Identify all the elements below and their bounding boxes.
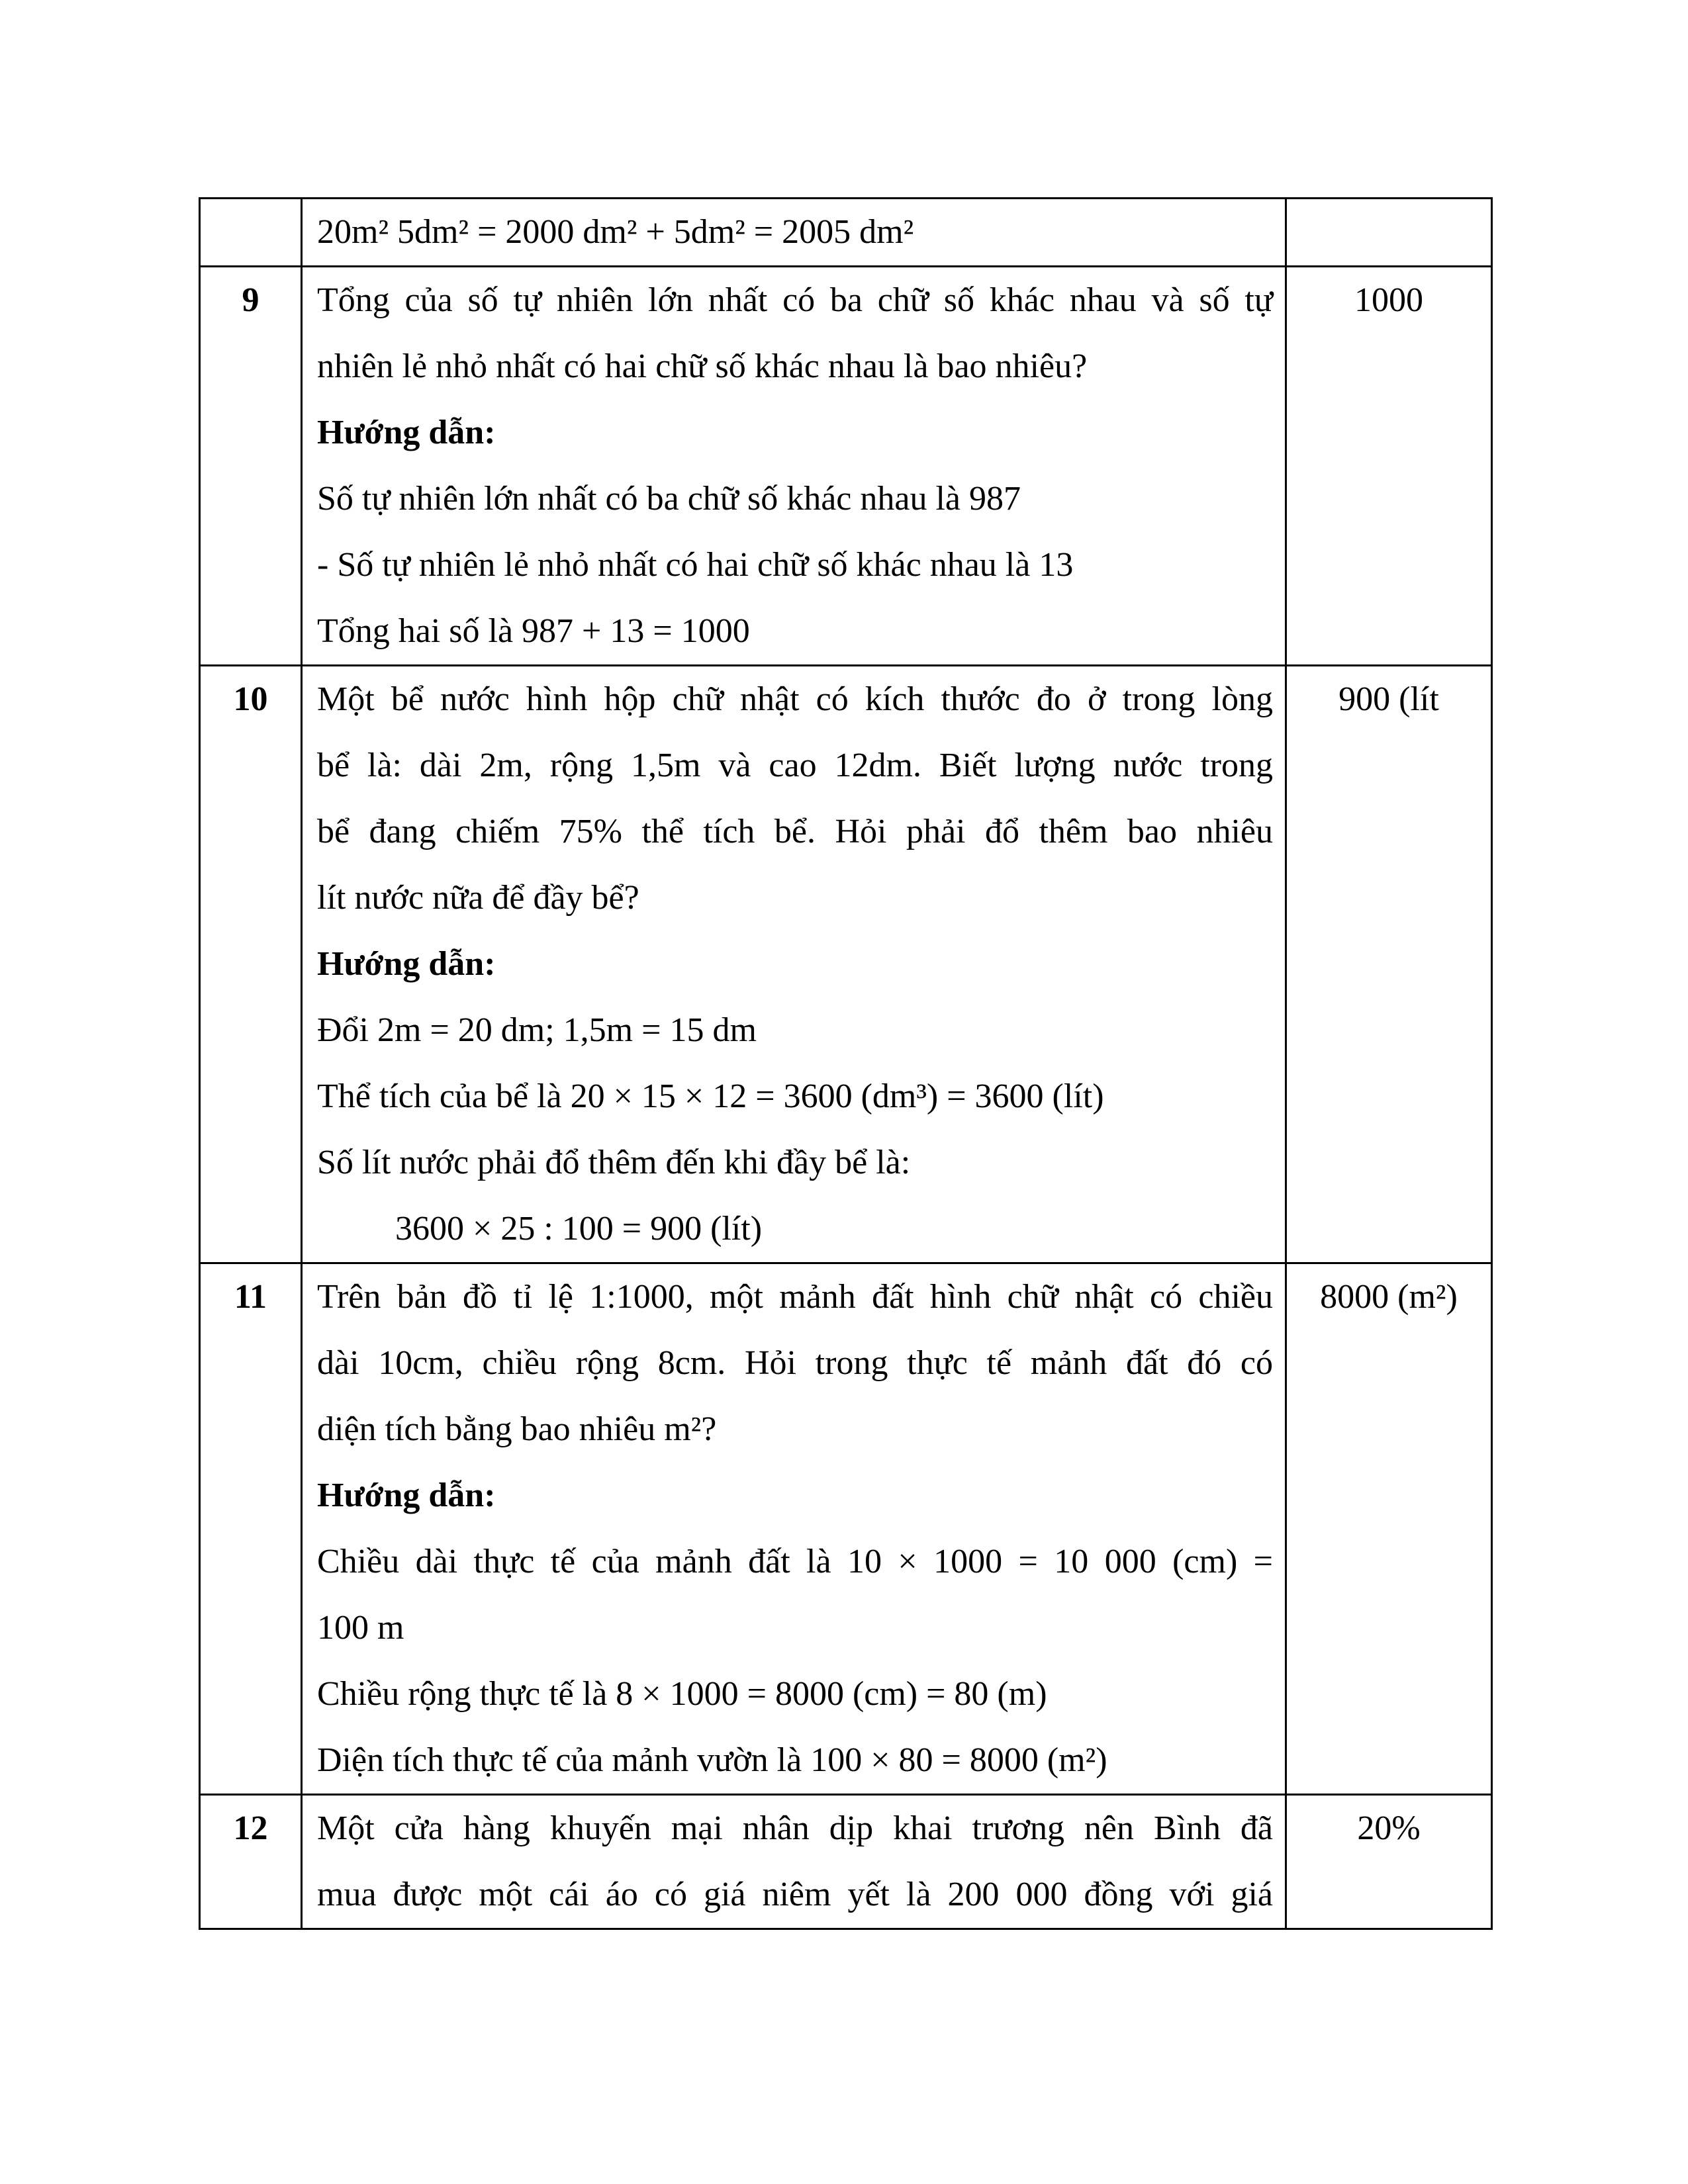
question-line: nhiên lẻ nhỏ nhất có hai chữ số khác nhau là bao nhiêu? xyxy=(317,347,1088,385)
answer-cell: 900 (lít xyxy=(1286,666,1492,1263)
answer-cell: 1000 xyxy=(1286,267,1492,666)
solution-line: Số lít nước phải đổ thêm đến khi đầy bể là: xyxy=(317,1144,911,1181)
answer-cell: 20% xyxy=(1286,1795,1492,1929)
solution-cell xyxy=(302,199,1286,267)
solution-line: Chiều dài thực tế của mảnh đất là 10 × 1000 = 10 000 (cm) = xyxy=(317,1543,1273,1580)
question-number: 9 xyxy=(200,267,302,666)
question-cell xyxy=(302,1795,1286,1929)
question-number: 12 xyxy=(200,1795,302,1929)
question-line: Một cửa hàng khuyến mại nhân dịp khai trương nên Bình đã xyxy=(317,1809,1273,1847)
question-line: bể đang chiếm 75% thể tích bể. Hỏi phải đổ thêm bao nhiêu xyxy=(317,813,1273,850)
question-line: dài 10cm, chiều rộng 8cm. Hỏi trong thực tế mảnh đất đó có xyxy=(317,1344,1273,1382)
question-line: lít nước nữa để đầy bể? xyxy=(317,879,639,917)
answer-cell xyxy=(1286,199,1492,267)
table-row xyxy=(200,1263,1492,1795)
question-cell xyxy=(302,666,1286,1263)
solution-line: 20m² 5dm² = 2000 dm² + 5dm² = 2005 dm² xyxy=(317,213,914,251)
solution-line: Số tự nhiên lớn nhất có ba chữ số khác nhau là 987 xyxy=(317,480,1021,518)
question-cell xyxy=(302,1263,1286,1795)
answer-cell: 8000 (m²) xyxy=(1286,1263,1492,1795)
solution-line: Đổi 2m = 20 dm; 1,5m = 15 dm xyxy=(317,1011,757,1049)
guide-heading: Hướng dẫn: xyxy=(317,1477,496,1514)
question-line: Tổng của số tự nhiên lớn nhất có ba chữ số khác nhau và số tự xyxy=(317,281,1273,319)
guide-heading: Hướng dẫn: xyxy=(317,414,496,451)
question-cell xyxy=(302,267,1286,666)
question-number xyxy=(200,199,302,267)
solution-line: Diện tích thực tế của mảnh vườn là 100 × 80 = 8000 (m²) xyxy=(317,1741,1107,1779)
table-row xyxy=(200,666,1492,1263)
table-row xyxy=(200,267,1492,666)
solution-line: 3600 × 25 : 100 = 900 (lít) xyxy=(395,1210,763,1248)
question-number: 11 xyxy=(200,1263,302,1795)
solution-line: Thể tích của bể là 20 × 15 × 12 = 3600 (dm³) = 3600 (lít) xyxy=(317,1077,1104,1115)
solution-line: - Số tự nhiên lẻ nhỏ nhất có hai chữ số khác nhau là 13 xyxy=(317,546,1074,584)
question-line: mua được một cái áo có giá niêm yết là 200 000 đồng với giá xyxy=(317,1876,1273,1913)
question-line: diện tích bằng bao nhiêu m²? xyxy=(317,1410,717,1448)
solution-line: Chiều rộng thực tế là 8 × 1000 = 8000 (cm) = 80 (m) xyxy=(317,1675,1047,1713)
question-number: 10 xyxy=(200,666,302,1263)
question-line: Một bể nước hình hộp chữ nhật có kích thước đo ở trong lòng xyxy=(317,680,1273,718)
table-row xyxy=(200,199,1492,267)
guide-heading: Hướng dẫn: xyxy=(317,945,496,983)
question-line: bể là: dài 2m, rộng 1,5m và cao 12dm. Biết lượng nước trong xyxy=(317,747,1273,784)
answer-table xyxy=(199,197,1493,1930)
solution-line: 100 m xyxy=(317,1609,404,1647)
question-line: Trên bản đồ tỉ lệ 1:1000, một mảnh đất hình chữ nhật có chiều xyxy=(317,1278,1273,1316)
solution-line: Tổng hai số là 987 + 13 = 1000 xyxy=(317,612,750,650)
table-row xyxy=(200,1795,1492,1929)
